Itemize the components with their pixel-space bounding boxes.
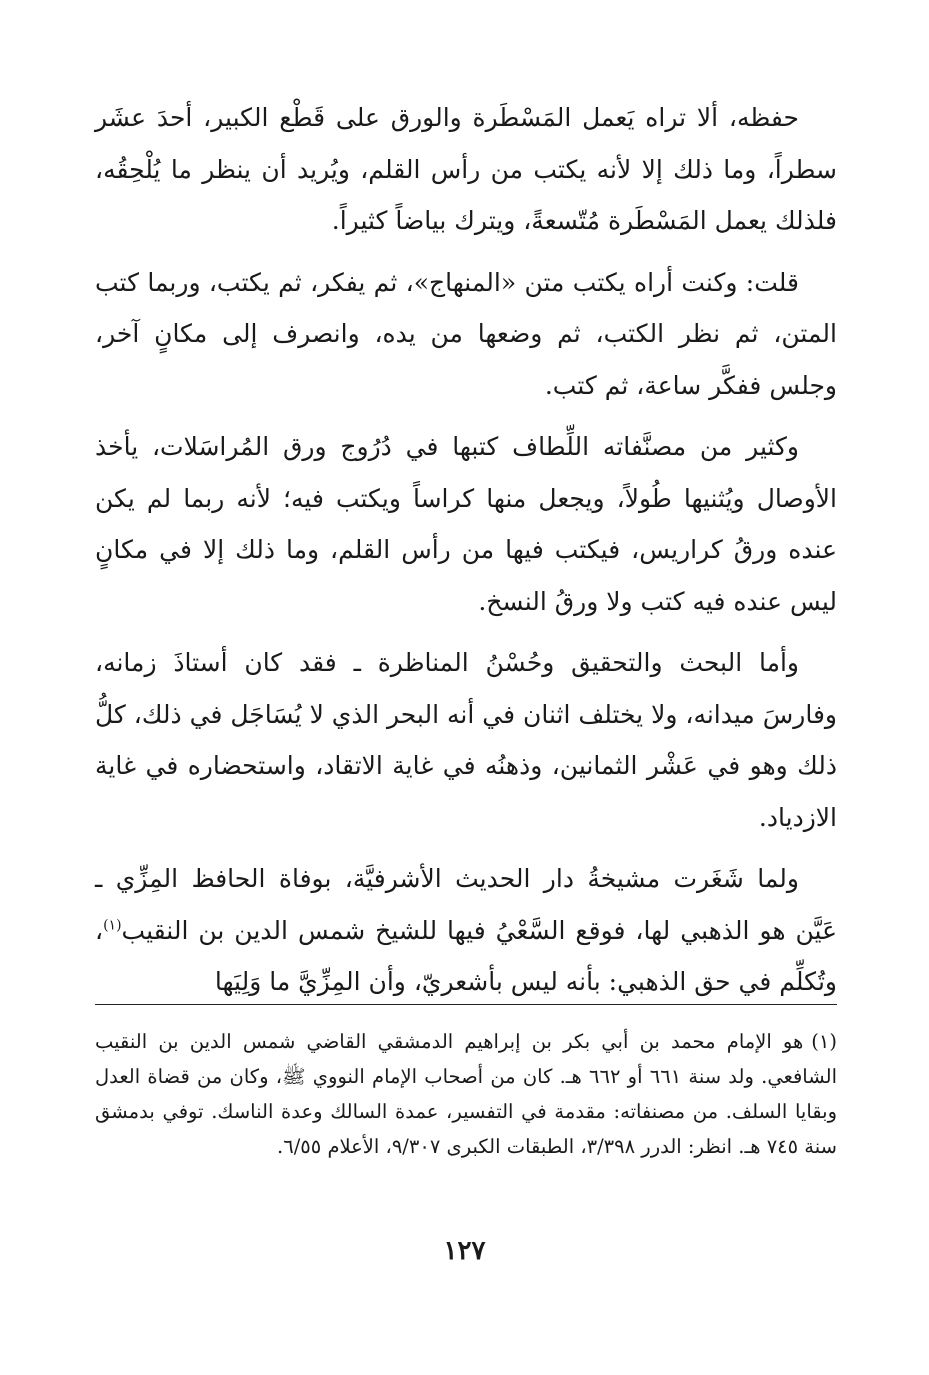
paragraph-1: حفظه، ألا تراه يَعمل المَسْطَرة والورق على قَطْع الكبير، أحدَ عشَر سطراً، وما ذلك إلا لأنه يكتب من رأس القلم، ويُريد أن ينظر ما يُلْحِقُه، فلذلك يعمل المَسْطَرة مُتّسعةً، ويترك بياضاً كثيراً. — [95, 103, 837, 235]
main-text-body — [95, 92, 837, 1018]
paragraph-5-text-b: ، وتُكلِّم في حق الذهبي: بأنه ليس بأشعريّ، وأن المِزِّيَّ ما وَلِيَها — [95, 915, 837, 996]
paragraph-2: قلت: وكنت أراه يكتب متن «المنهاج»، ثم يفكر، ثم يكتب، وربما كتب المتن، ثم نظر الكتب، ثم وضعها من يده، وانصرف إلى مكانٍ آخر، وجلس ففكَّر ساعة، ثم كتب. — [95, 267, 837, 400]
page-number: ١٢٧ — [443, 1236, 486, 1266]
footnote-reference: (١) — [103, 917, 122, 934]
footnote-separator-line — [95, 1004, 837, 1005]
footnote — [95, 1024, 837, 1164]
footnote-marker: (١) — [811, 1030, 837, 1053]
footnote-text: هو الإمام محمد بن أبي بكر بن إبراهيم الدمشقي القاضي شمس الدين بن النقيب الشافعي. ولد سنة ٦٦١ أو ٦٦٢ هـ. كان من أصحاب الإمام النووي ﷺ، وكان من قضاة العدل وبقايا السلف. من مصنفاته: مقدمة في التفسير، عمدة السالك وعدة الناسك. توفي بدمشق سنة ٧٤٥ هـ. انظر: الدرر ٣/٣٩٨، الطبقات الكبرى ٩/٣٠٧، الأعلام ٦/٥٥. — [95, 1030, 837, 1158]
paragraph-5-text-a: ولما شَغَرت مشيخةُ دار الحديث الأشرفيَّة، بوفاة الحافظ المِزِّي ـ عَيَّن هو الذهبي لها، فوقع السَّعْيُ فيها للشيخ شمس الدين بن النقيب — [95, 864, 837, 945]
paragraph-3: وكثير من مصنَّفاته اللِّطاف كتبها في دُرُوج ورق المُراسَلات، يأخذ الأوصال ويُثنيها طُولاً، ويجعل منها كراساً ويكتب فيه؛ لأنه ربما لم يكن عنده ورقُ كراريس، فيكتب فيها من رأس القلم، وما ذلك إلا في مكانٍ ليس عنده فيه كتب ولا ورقُ النسخ. — [95, 432, 837, 616]
paragraph-4: وأما البحث والتحقيق وحُسْنُ المناظرة ـ فقد كان أستاذَ زمانه، وفارسَ ميدانه، ولا يختلف اثنان في أنه البحر الذي لا يُسَاجَل في ذلك، كلُّ ذلك وهو في عَشْر الثمانين، وذهنُه في غاية الاتقاد، واستحضاره في غاية الازدياد. — [95, 648, 837, 832]
paragraph-5 — [95, 853, 837, 1008]
